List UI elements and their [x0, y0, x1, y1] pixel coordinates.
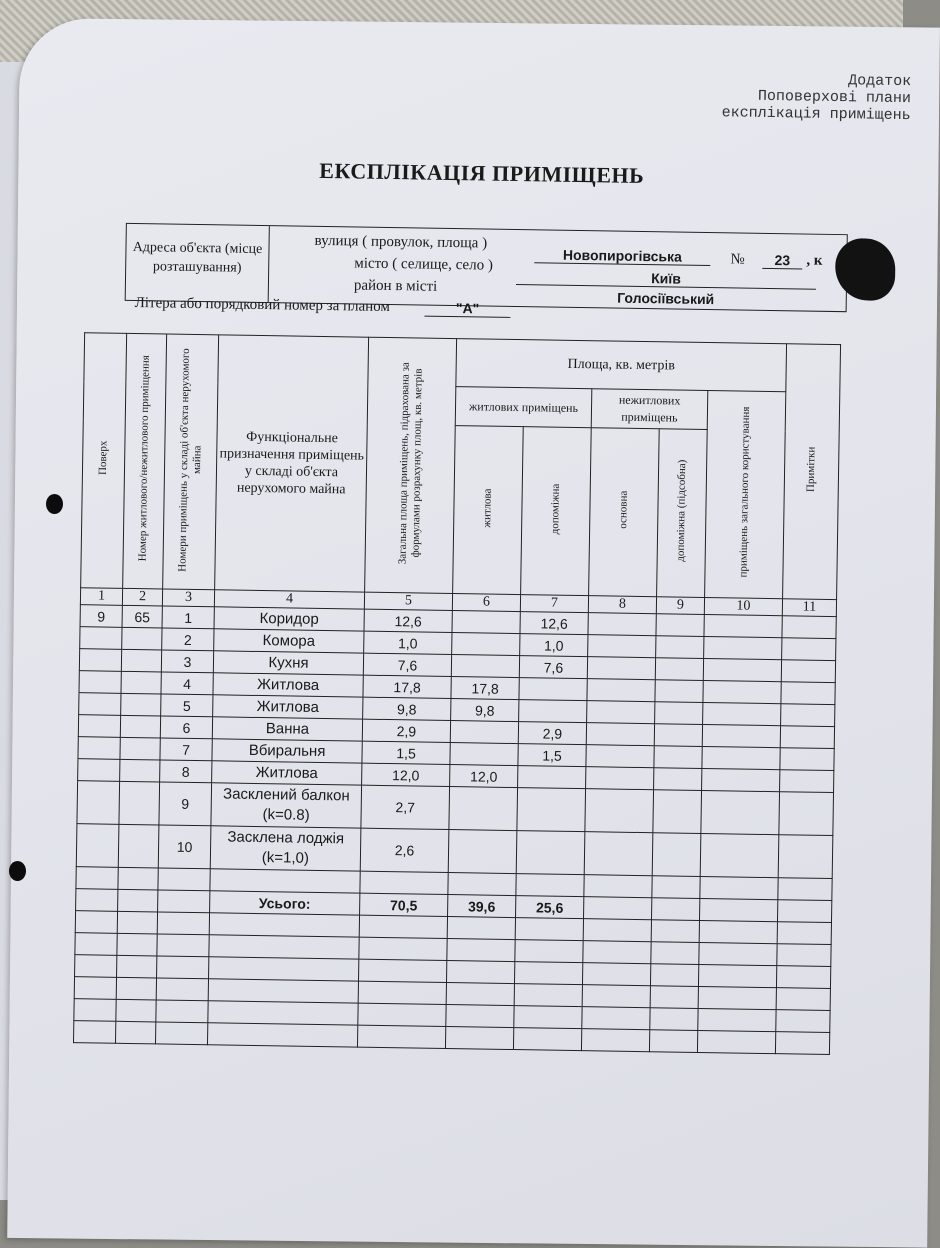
empty-cell — [514, 1006, 582, 1029]
empty-cell — [210, 869, 360, 893]
empty-cell — [778, 878, 832, 901]
empty-cell — [583, 919, 651, 942]
empty-cell — [207, 1023, 357, 1047]
cell-room: 2 — [162, 628, 214, 651]
empty-cell — [76, 889, 118, 912]
cell-auxiliary: 1,0 — [520, 634, 588, 657]
cell-auxiliary: 7,6 — [519, 656, 587, 679]
column-number: 1 — [80, 588, 122, 606]
cell-room: 4 — [161, 672, 213, 695]
appendix-line: Додаток — [848, 72, 912, 91]
empty-cell — [777, 922, 831, 945]
header-purpose: Функціональне призначення приміщень у складі об'єкта нерухомого майна — [215, 335, 369, 592]
appendix-line: експлікація приміщень — [721, 104, 911, 125]
binder-hole — [46, 494, 63, 514]
cell-common — [703, 680, 781, 703]
binder-hole — [9, 861, 26, 881]
cell-notes — [780, 726, 834, 749]
empty-cell — [74, 977, 116, 1000]
number-suffix: , к — [806, 252, 823, 269]
cell-floor — [79, 693, 121, 716]
cell-room: 7 — [160, 738, 212, 761]
cell-auxiliary — [516, 831, 585, 875]
cell-floor — [78, 759, 120, 782]
empty-cell — [581, 1029, 649, 1052]
empty-cell — [698, 1008, 776, 1031]
empty-cell — [584, 875, 652, 898]
empty-cell — [357, 1025, 445, 1048]
column-number: 8 — [588, 596, 656, 614]
cell-unit — [121, 649, 161, 672]
empty-cell — [209, 913, 359, 937]
cell-main — [586, 767, 654, 790]
appendix-line: Поповерхові плани — [757, 87, 912, 108]
empty-cell — [209, 935, 359, 959]
empty-cell — [777, 900, 831, 923]
empty-cell — [446, 982, 514, 1005]
cell-floor — [76, 824, 119, 868]
column-number: 6 — [452, 594, 520, 612]
cell-unit: 65 — [122, 605, 162, 628]
empty-cell — [652, 876, 700, 899]
cell-aux-utility — [655, 658, 703, 681]
header-living: житлова — [453, 426, 524, 595]
cell-purpose: Житлова — [212, 761, 362, 785]
cell-unit — [120, 715, 160, 738]
empty-cell — [516, 874, 584, 897]
empty-cell — [118, 889, 158, 912]
empty-cell — [582, 985, 650, 1008]
header-total-area: Загальна площа приміщень, підрахована за формулами розрахунку площ, кв. метрів — [365, 337, 457, 593]
cell-unit — [118, 824, 159, 868]
empty-cell — [513, 1028, 581, 1051]
cell-room: 1 — [162, 606, 214, 629]
cell-aux-utility — [654, 768, 702, 791]
cell-auxiliary — [519, 700, 587, 723]
empty-cell — [776, 988, 830, 1011]
empty-cell — [583, 941, 651, 964]
cell-notes — [780, 748, 834, 771]
cell-main — [584, 832, 653, 876]
empty-cell — [699, 920, 777, 943]
letter-value: "А" — [424, 300, 510, 318]
cell-floor — [78, 715, 120, 738]
cell-notes — [781, 682, 835, 705]
empty-cell — [777, 944, 831, 967]
empty-cell — [447, 938, 515, 961]
cell-living: 17,8 — [451, 677, 519, 700]
header-main: основна — [589, 428, 660, 597]
empty-cell — [649, 1030, 697, 1053]
header-floor: Поверх — [81, 333, 127, 589]
empty-cell — [358, 981, 446, 1004]
cell-purpose: Комора — [214, 629, 364, 653]
cell-notes — [782, 616, 836, 639]
empty-cell — [515, 918, 583, 941]
cell-main — [585, 789, 654, 833]
empty-cell — [359, 937, 447, 960]
column-number: 5 — [364, 592, 452, 610]
cell-room: 6 — [160, 716, 212, 739]
city-label: місто ( селище, село ) — [354, 255, 494, 274]
cell-main — [587, 657, 655, 680]
empty-cell — [697, 1030, 775, 1053]
totals-total: 70,5 — [360, 893, 448, 916]
cell-room: 8 — [160, 760, 212, 783]
empty-cell — [650, 964, 698, 987]
empty-cell — [115, 1021, 155, 1044]
empty-cell — [360, 871, 448, 894]
column-number: 10 — [704, 597, 782, 615]
empty-cell — [359, 915, 447, 938]
cell-living — [452, 633, 520, 656]
empty-cell — [651, 942, 699, 965]
street-value: Новопирогівська — [534, 246, 710, 266]
header-residential: житлових приміщень — [455, 387, 592, 428]
totals-living: 39,6 — [448, 895, 516, 918]
cell-common — [701, 790, 780, 834]
cell-main — [587, 679, 655, 702]
header-auxiliary: допоміжна — [521, 427, 592, 596]
cell-auxiliary: 1,5 — [518, 744, 586, 767]
document-title: ЕКСПЛІКАЦІЯ ПРИМІЩЕНЬ — [319, 157, 645, 188]
cell-living: 12,0 — [450, 765, 518, 788]
empty-cell — [157, 956, 209, 979]
district-value: Голосіївський — [617, 289, 715, 308]
cell-common — [704, 636, 782, 659]
header-common-use: приміщень загального користування — [705, 391, 786, 599]
empty-cell — [447, 917, 515, 940]
address-label: Адреса об'єкта (місце розташування) — [126, 224, 270, 302]
cell-floor — [78, 737, 120, 760]
street-label: вулиця ( провулок, площа ) — [314, 232, 488, 252]
totals-aux: 25,6 — [516, 896, 584, 919]
cell-room: 3 — [161, 650, 213, 673]
cell-auxiliary — [517, 788, 586, 832]
cell-unit — [120, 737, 160, 760]
city-value: Київ — [516, 268, 816, 290]
cell-floor — [80, 627, 122, 650]
header-unit-number: Номер житлового/нежитлового приміщення — [123, 333, 167, 589]
empty-cell — [515, 940, 583, 963]
empty-cell — [650, 986, 698, 1009]
empty-cell — [117, 933, 157, 956]
letter-label: Літера або порядковий номер за планом — [134, 295, 391, 316]
cell-total: 1,0 — [364, 631, 452, 654]
cell-total: 17,8 — [363, 675, 451, 698]
cell-total: 2,9 — [362, 719, 450, 742]
empty-cell — [74, 999, 116, 1022]
empty-cell — [118, 867, 158, 890]
cell-total: 12,6 — [364, 609, 452, 632]
cell-aux-utility — [654, 724, 702, 747]
cell-notes — [781, 704, 835, 727]
cell-common — [703, 658, 781, 681]
header-room-number: Номери приміщень у складі об'єкта нерухомого майна — [163, 334, 219, 590]
empty-cell — [650, 1008, 698, 1031]
cell-main — [588, 635, 656, 658]
cell-notes — [782, 638, 836, 661]
number-value: 23 — [762, 252, 802, 270]
empty-cell — [75, 933, 117, 956]
cell-purpose: Ванна — [212, 717, 362, 741]
cell-purpose: Засклена лоджія (k=1,0) — [210, 826, 361, 871]
cell-total: 9,8 — [363, 697, 451, 720]
cell-unit — [119, 781, 160, 825]
empty-cell — [358, 1003, 446, 1026]
empty-cell — [698, 964, 776, 987]
cell-total: 2,6 — [360, 828, 449, 872]
column-number: 4 — [214, 590, 364, 609]
cell-total: 2,7 — [361, 785, 450, 829]
cell-notes — [778, 835, 833, 879]
empty-cell — [208, 979, 358, 1003]
explication-table — [73, 332, 841, 1055]
empty-cell — [445, 1026, 513, 1049]
cell-unit — [121, 693, 161, 716]
cell-purpose: Засклений балкон (k=0.8) — [211, 783, 362, 828]
cell-unit — [120, 759, 160, 782]
cell-aux-utility — [656, 636, 704, 659]
cell-common — [704, 614, 782, 637]
empty-cell — [116, 999, 156, 1022]
cell-auxiliary — [518, 766, 586, 789]
cell-notes — [781, 660, 835, 683]
empty-cell — [157, 912, 209, 935]
empty-cell — [158, 868, 210, 891]
header-notes: Примітки — [783, 344, 841, 600]
empty-cell — [156, 978, 208, 1001]
header-aux-utility: допоміжна (підсобна) — [657, 429, 708, 598]
empty-cell — [157, 934, 209, 957]
cell-living — [450, 721, 518, 744]
header-nonresidential: нежитлових приміщень — [591, 389, 708, 430]
cell-floor — [79, 671, 121, 694]
cell-floor: 9 — [80, 605, 122, 628]
column-number: 3 — [162, 589, 214, 607]
empty-cell — [700, 876, 778, 899]
cell-room: 9 — [159, 782, 212, 826]
cell-aux-utility — [655, 680, 703, 703]
cell-notes — [779, 792, 834, 836]
empty-cell — [117, 955, 157, 978]
cell-living — [448, 830, 517, 874]
cell-total: 1,5 — [362, 741, 450, 764]
cell-purpose: Вбиральня — [212, 739, 362, 763]
empty-cell — [698, 986, 776, 1009]
cell-aux-utility — [655, 702, 703, 725]
empty-cell — [446, 960, 514, 983]
cell-purpose: Житлова — [213, 695, 363, 719]
cell-living — [450, 743, 518, 766]
cell-common — [702, 724, 780, 747]
empty-cell — [699, 942, 777, 965]
empty-cell — [208, 1001, 358, 1025]
empty-cell — [584, 897, 652, 920]
empty-cell — [448, 873, 516, 896]
table-body — [74, 605, 837, 1055]
cell-common — [702, 768, 780, 791]
empty-cell — [446, 1004, 514, 1027]
empty-cell — [652, 898, 700, 921]
cell-floor — [77, 781, 120, 825]
cell-auxiliary: 12,6 — [520, 612, 588, 635]
header-area: Площа, кв. метрів — [456, 339, 787, 392]
cell-living — [451, 655, 519, 678]
cell-common — [702, 746, 780, 769]
cell-aux-utility — [656, 614, 704, 637]
empty-cell — [582, 1007, 650, 1030]
empty-cell — [76, 867, 118, 890]
cell-purpose: Житлова — [213, 673, 363, 697]
cell-purpose: Коридор — [214, 607, 364, 631]
empty-cell — [116, 977, 156, 1000]
cell-aux-utility — [654, 746, 702, 769]
empty-cell — [514, 984, 582, 1007]
cell-room: 5 — [161, 694, 213, 717]
cell-common — [703, 702, 781, 725]
cell-living — [449, 787, 518, 831]
cell-purpose: Кухня — [213, 651, 363, 675]
empty-cell — [75, 911, 117, 934]
cell-unit — [121, 671, 161, 694]
empty-cell — [75, 955, 117, 978]
cell-floor — [79, 649, 121, 672]
cell-common — [700, 833, 779, 877]
column-number: 9 — [656, 597, 704, 615]
column-number: 7 — [520, 595, 588, 613]
cell-aux-utility — [653, 790, 702, 834]
empty-cell — [651, 920, 699, 943]
empty-cell — [775, 1032, 829, 1055]
empty-cell — [209, 957, 359, 981]
empty-cell — [776, 966, 830, 989]
cell-main — [588, 613, 656, 636]
cell-notes — [780, 770, 834, 793]
cell-main — [586, 745, 654, 768]
empty-cell — [158, 890, 210, 913]
empty-cell — [699, 898, 777, 921]
column-number: 11 — [782, 599, 836, 617]
cell-total: 7,6 — [363, 653, 451, 676]
appendix-note — [611, 68, 912, 124]
cell-auxiliary — [519, 678, 587, 701]
district-label: район в місті — [353, 277, 438, 295]
cell-living — [452, 611, 520, 634]
cell-unit — [122, 627, 162, 650]
empty-cell — [74, 1021, 116, 1044]
empty-cell — [359, 959, 447, 982]
cell-living: 9,8 — [451, 699, 519, 722]
empty-cell — [514, 962, 582, 985]
cell-main — [586, 723, 654, 746]
empty-cell — [155, 1022, 207, 1045]
totals-label: Усього: — [210, 891, 360, 915]
empty-cell — [117, 911, 157, 934]
empty-cell — [582, 963, 650, 986]
empty-cell — [156, 1000, 208, 1023]
column-number: 2 — [122, 588, 162, 606]
cell-main — [587, 701, 655, 724]
empty-cell — [776, 1010, 830, 1033]
cell-auxiliary: 2,9 — [518, 722, 586, 745]
cell-total: 12,0 — [362, 763, 450, 786]
number-label: № — [730, 251, 745, 268]
cell-room: 10 — [158, 825, 211, 869]
cell-aux-utility — [652, 833, 701, 877]
